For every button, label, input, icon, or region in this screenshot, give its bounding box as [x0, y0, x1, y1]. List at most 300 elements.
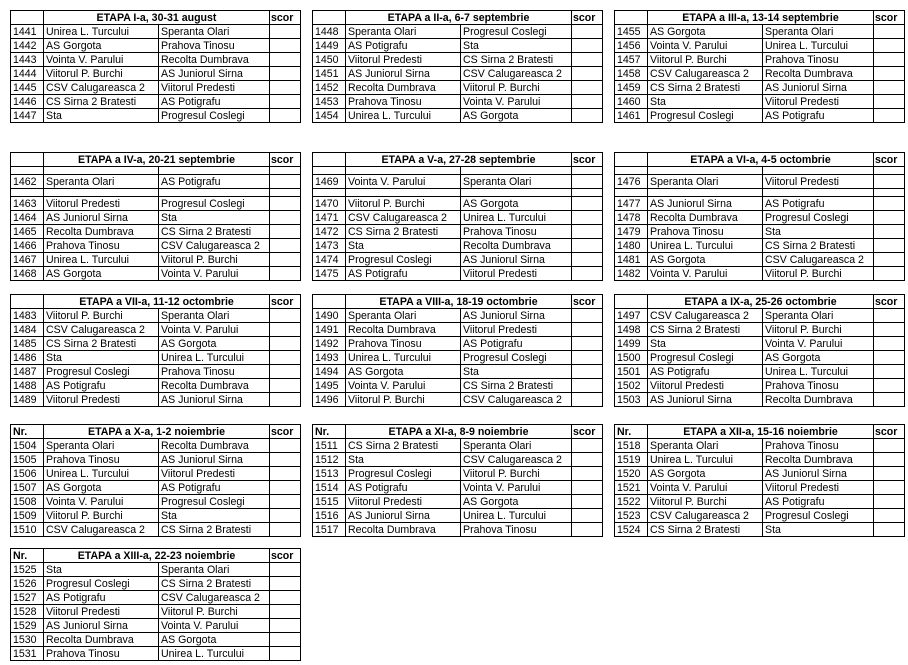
score-cell	[874, 379, 905, 393]
match-number: 1443	[11, 53, 44, 67]
match-row	[615, 523, 905, 537]
home-team: Vointa V. Parului	[648, 39, 763, 53]
spacer-row	[313, 167, 603, 175]
score-header: scor	[270, 295, 301, 309]
nr-header: Nr.	[313, 425, 346, 439]
spacer-row	[615, 167, 905, 175]
match-number: 1483	[11, 309, 44, 323]
match-row	[11, 509, 301, 523]
match-number: 1464	[11, 211, 44, 225]
away-team: Recolta Dumbrava	[763, 393, 874, 407]
match-row	[11, 337, 301, 351]
stage-title: ETAPA a VII-a, 11-12 octombrie	[44, 295, 270, 309]
stage-table	[614, 152, 905, 281]
home-team: CS Sirna 2 Bratesti	[346, 439, 461, 453]
score-cell	[874, 453, 905, 467]
match-number: 1513	[313, 467, 346, 481]
home-team: Viitorul P. Burchi	[648, 495, 763, 509]
match-row	[615, 439, 905, 453]
score-header: scor	[270, 425, 301, 439]
nr-header-blank	[615, 11, 648, 25]
stage-table	[312, 294, 603, 407]
match-number: 1442	[11, 39, 44, 53]
spacer-cell	[44, 189, 159, 197]
match-number: 1493	[313, 351, 346, 365]
match-number: 1460	[615, 95, 648, 109]
spacer-cell	[44, 167, 159, 175]
away-team: AS Juniorul Sirna	[159, 393, 270, 407]
score-cell	[270, 309, 301, 323]
match-row	[313, 81, 603, 95]
home-team: Recolta Dumbrava	[648, 211, 763, 225]
match-row	[11, 591, 301, 605]
home-team: Unirea L. Turcului	[44, 253, 159, 267]
match-number: 1512	[313, 453, 346, 467]
score-header: scor	[270, 549, 301, 563]
home-team: Vointa V. Parului	[44, 53, 159, 67]
match-row	[11, 109, 301, 123]
match-row	[313, 253, 603, 267]
home-team: Progresul Coslegi	[648, 109, 763, 123]
score-cell	[572, 53, 603, 67]
stage-table	[10, 424, 301, 537]
stage-header-row	[313, 295, 603, 309]
home-team: CSV Calugareasca 2	[648, 509, 763, 523]
score-cell	[874, 439, 905, 453]
away-team: Viitorul Predesti	[763, 95, 874, 109]
match-number: 1489	[11, 393, 44, 407]
home-team: CS Sirna 2 Bratesti	[648, 81, 763, 95]
match-row	[313, 175, 603, 189]
match-number: 1445	[11, 81, 44, 95]
spacer-cell	[763, 167, 874, 175]
home-team: Viitorul P. Burchi	[648, 53, 763, 67]
score-cell	[572, 175, 603, 189]
match-number: 1522	[615, 495, 648, 509]
score-cell	[572, 379, 603, 393]
match-row	[11, 309, 301, 323]
away-team: AS Potigrafu	[461, 337, 572, 351]
match-row	[11, 439, 301, 453]
match-number: 1441	[11, 25, 44, 39]
away-team: Prahova Tinosu	[763, 379, 874, 393]
match-row	[313, 53, 603, 67]
match-row	[313, 95, 603, 109]
score-cell	[572, 81, 603, 95]
score-cell	[270, 337, 301, 351]
away-team: Viitorul P. Burchi	[461, 81, 572, 95]
away-team: CS Sirna 2 Bratesti	[763, 239, 874, 253]
score-cell	[572, 509, 603, 523]
home-team: AS Gorgota	[648, 253, 763, 267]
home-team: AS Juniorul Sirna	[44, 211, 159, 225]
home-team: Viitorul P. Burchi	[346, 197, 461, 211]
away-team: CS Sirna 2 Bratesti	[461, 379, 572, 393]
match-number: 1501	[615, 365, 648, 379]
match-number: 1504	[11, 439, 44, 453]
spacer-cell	[874, 167, 905, 175]
stage-table	[614, 10, 905, 123]
score-cell	[572, 39, 603, 53]
match-row	[313, 495, 603, 509]
home-team: Prahova Tinosu	[44, 453, 159, 467]
match-number: 1526	[11, 577, 44, 591]
match-row	[11, 605, 301, 619]
match-row	[313, 337, 603, 351]
match-number: 1461	[615, 109, 648, 123]
match-row	[11, 81, 301, 95]
match-row	[11, 563, 301, 577]
away-team: Vointa V. Parului	[159, 619, 270, 633]
home-team: AS Potigrafu	[346, 39, 461, 53]
spacer-cell	[346, 189, 461, 197]
match-number: 1510	[11, 523, 44, 537]
home-team: Unirea L. Turcului	[346, 351, 461, 365]
home-team: Vointa V. Parului	[346, 175, 461, 189]
score-cell	[270, 563, 301, 577]
score-cell	[874, 495, 905, 509]
spacer-cell	[461, 189, 572, 197]
home-team: Prahova Tinosu	[346, 95, 461, 109]
home-team: CSV Calugareasca 2	[44, 323, 159, 337]
away-team: AS Gorgota	[461, 109, 572, 123]
stage-header-row	[313, 11, 603, 25]
match-row	[615, 253, 905, 267]
stage-header-row	[313, 425, 603, 439]
match-row	[11, 467, 301, 481]
stage-title: ETAPA a II-a, 6-7 septembrie	[346, 11, 572, 25]
score-header: scor	[874, 425, 905, 439]
away-team: AS Gorgota	[461, 495, 572, 509]
match-number: 1495	[313, 379, 346, 393]
score-cell	[270, 619, 301, 633]
home-team: Prahova Tinosu	[346, 337, 461, 351]
home-team: CS Sirna 2 Bratesti	[648, 523, 763, 537]
home-team: Speranta Olari	[346, 309, 461, 323]
home-team: Viitorul P. Burchi	[44, 509, 159, 523]
match-number: 1473	[313, 239, 346, 253]
stage-title: ETAPA a IV-a, 20-21 septembrie	[44, 153, 270, 167]
match-number: 1459	[615, 81, 648, 95]
score-cell	[572, 453, 603, 467]
home-team: Unirea L. Turcului	[44, 25, 159, 39]
match-number: 1496	[313, 393, 346, 407]
home-team: AS Gorgota	[648, 467, 763, 481]
score-cell	[270, 53, 301, 67]
home-team: Unirea L. Turcului	[44, 467, 159, 481]
match-number: 1516	[313, 509, 346, 523]
match-number: 1506	[11, 467, 44, 481]
match-number: 1452	[313, 81, 346, 95]
stage-title: ETAPA a IX-a, 25-26 octombrie	[648, 295, 874, 309]
match-row	[313, 351, 603, 365]
away-team: Viitorul Predesti	[461, 267, 572, 281]
spacer-row	[11, 189, 301, 197]
score-cell	[874, 225, 905, 239]
match-number: 1505	[11, 453, 44, 467]
score-cell	[874, 95, 905, 109]
match-number: 1478	[615, 211, 648, 225]
match-row	[11, 323, 301, 337]
nr-header-blank	[11, 153, 44, 167]
away-team: Speranta Olari	[159, 309, 270, 323]
match-number: 1480	[615, 239, 648, 253]
spacer-cell	[159, 167, 270, 175]
match-row	[11, 481, 301, 495]
score-cell	[572, 109, 603, 123]
away-team: Speranta Olari	[159, 25, 270, 39]
away-team: Unirea L. Turcului	[159, 647, 270, 661]
away-team: AS Juniorul Sirna	[461, 253, 572, 267]
home-team: Viitorul Predesti	[346, 53, 461, 67]
home-team: Sta	[346, 453, 461, 467]
match-row	[615, 239, 905, 253]
score-cell	[572, 25, 603, 39]
spacer-cell	[11, 167, 44, 175]
score-cell	[270, 481, 301, 495]
match-number: 1509	[11, 509, 44, 523]
score-header: scor	[572, 153, 603, 167]
score-cell	[874, 253, 905, 267]
match-row	[313, 379, 603, 393]
home-team: Vointa V. Parului	[346, 379, 461, 393]
spacer-cell	[648, 167, 763, 175]
home-team: Viitorul Predesti	[44, 605, 159, 619]
home-team: AS Potigrafu	[346, 267, 461, 281]
home-team: AS Juniorul Sirna	[346, 509, 461, 523]
match-row	[615, 467, 905, 481]
match-number: 1454	[313, 109, 346, 123]
match-number: 1472	[313, 225, 346, 239]
spacer-cell	[615, 189, 648, 197]
score-cell	[270, 211, 301, 225]
away-team: Unirea L. Turcului	[763, 39, 874, 53]
match-row	[615, 351, 905, 365]
away-team: Recolta Dumbrava	[461, 239, 572, 253]
stage-title: ETAPA a XII-a, 15-16 noiembrie	[648, 425, 874, 439]
stage-table	[10, 152, 301, 281]
nr-header: Nr.	[11, 549, 44, 563]
home-team: CS Sirna 2 Bratesti	[648, 323, 763, 337]
score-cell	[270, 323, 301, 337]
match-row	[615, 175, 905, 189]
score-cell	[270, 633, 301, 647]
home-team: Prahova Tinosu	[44, 239, 159, 253]
match-row	[11, 267, 301, 281]
match-number: 1463	[11, 197, 44, 211]
away-team: Vointa V. Parului	[461, 481, 572, 495]
score-cell	[270, 351, 301, 365]
away-team: Progresul Coslegi	[763, 509, 874, 523]
score-cell	[572, 211, 603, 225]
home-team: CSV Calugareasca 2	[346, 211, 461, 225]
match-row	[11, 95, 301, 109]
away-team: Sta	[461, 365, 572, 379]
away-team: Prahova Tinosu	[763, 439, 874, 453]
match-number: 1488	[11, 379, 44, 393]
match-row	[313, 25, 603, 39]
score-cell	[874, 197, 905, 211]
score-cell	[874, 25, 905, 39]
match-number: 1520	[615, 467, 648, 481]
match-row	[11, 393, 301, 407]
match-number: 1508	[11, 495, 44, 509]
home-team: AS Gorgota	[648, 25, 763, 39]
away-team: Progresul Coslegi	[159, 495, 270, 509]
match-number: 1507	[11, 481, 44, 495]
match-number: 1494	[313, 365, 346, 379]
away-team: AS Potigrafu	[763, 197, 874, 211]
away-team: Vointa V. Parului	[159, 323, 270, 337]
home-team: CS Sirna 2 Bratesti	[44, 95, 159, 109]
home-team: CSV Calugareasca 2	[44, 523, 159, 537]
match-number: 1468	[11, 267, 44, 281]
home-team: Recolta Dumbrava	[44, 633, 159, 647]
match-row	[313, 67, 603, 81]
stage-title: ETAPA a XI-a, 8-9 noiembrie	[346, 425, 572, 439]
home-team: AS Gorgota	[44, 481, 159, 495]
spacer-row	[313, 189, 603, 197]
home-team: Viitorul Predesti	[648, 379, 763, 393]
score-cell	[270, 25, 301, 39]
match-row	[615, 337, 905, 351]
home-team: Vointa V. Parului	[648, 481, 763, 495]
away-team: AS Potigrafu	[763, 495, 874, 509]
home-team: Sta	[648, 95, 763, 109]
stage-title: ETAPA I-a, 30-31 august	[44, 11, 270, 25]
away-team: CS Sirna 2 Bratesti	[159, 225, 270, 239]
match-row	[313, 393, 603, 407]
home-team: Sta	[648, 337, 763, 351]
score-header: scor	[270, 153, 301, 167]
match-number: 1456	[615, 39, 648, 53]
away-team: Viitorul P. Burchi	[763, 323, 874, 337]
match-number: 1514	[313, 481, 346, 495]
home-team: AS Potigrafu	[648, 365, 763, 379]
away-team: AS Gorgota	[159, 337, 270, 351]
away-team: Sta	[763, 523, 874, 537]
away-team: Recolta Dumbrava	[159, 379, 270, 393]
stage-table	[312, 424, 603, 537]
match-row	[615, 53, 905, 67]
match-row	[313, 309, 603, 323]
match-number: 1500	[615, 351, 648, 365]
match-number: 1446	[11, 95, 44, 109]
nr-header-blank	[615, 295, 648, 309]
stage-header-row	[615, 153, 905, 167]
away-team: Sta	[159, 509, 270, 523]
score-cell	[874, 239, 905, 253]
score-cell	[572, 267, 603, 281]
score-cell	[874, 211, 905, 225]
match-number: 1476	[615, 175, 648, 189]
score-cell	[270, 605, 301, 619]
match-row	[313, 523, 603, 537]
home-team: Vointa V. Parului	[44, 495, 159, 509]
spacer-cell	[648, 189, 763, 197]
away-team: CSV Calugareasca 2	[461, 453, 572, 467]
away-team: Recolta Dumbrava	[159, 439, 270, 453]
home-team: Viitorul Predesti	[44, 197, 159, 211]
match-number: 1448	[313, 25, 346, 39]
score-cell	[874, 393, 905, 407]
match-number: 1528	[11, 605, 44, 619]
away-team: CS Sirna 2 Bratesti	[159, 577, 270, 591]
match-number: 1525	[11, 563, 44, 577]
away-team: CSV Calugareasca 2	[159, 239, 270, 253]
score-cell	[270, 39, 301, 53]
away-team: Sta	[159, 211, 270, 225]
away-team: AS Juniorul Sirna	[461, 309, 572, 323]
away-team: CSV Calugareasca 2	[461, 393, 572, 407]
score-cell	[270, 267, 301, 281]
match-number: 1466	[11, 239, 44, 253]
home-team: Sta	[346, 239, 461, 253]
match-number: 1474	[313, 253, 346, 267]
match-row	[615, 225, 905, 239]
away-team: Prahova Tinosu	[159, 39, 270, 53]
match-number: 1498	[615, 323, 648, 337]
score-cell	[270, 467, 301, 481]
away-team: Progresul Coslegi	[159, 197, 270, 211]
score-cell	[874, 509, 905, 523]
nr-header: Nr.	[11, 425, 44, 439]
away-team: CSV Calugareasca 2	[159, 591, 270, 605]
score-cell	[270, 523, 301, 537]
match-number: 1451	[313, 67, 346, 81]
stage-header-row	[313, 153, 603, 167]
away-team: Unirea L. Turcului	[763, 365, 874, 379]
away-team: Sta	[461, 39, 572, 53]
score-cell	[874, 523, 905, 537]
match-row	[11, 365, 301, 379]
score-cell	[874, 309, 905, 323]
score-cell	[270, 81, 301, 95]
score-cell	[874, 81, 905, 95]
stage-header-row	[11, 153, 301, 167]
score-cell	[270, 453, 301, 467]
stage-title: ETAPA a V-a, 27-28 septembrie	[346, 153, 572, 167]
match-row	[11, 39, 301, 53]
nr-header-blank	[11, 295, 44, 309]
stage-table	[10, 548, 301, 661]
stage-header-row	[615, 295, 905, 309]
score-cell	[270, 379, 301, 393]
away-team: Speranta Olari	[763, 309, 874, 323]
match-number: 1482	[615, 267, 648, 281]
score-cell	[270, 225, 301, 239]
score-cell	[270, 647, 301, 661]
home-team: Progresul Coslegi	[346, 467, 461, 481]
spacer-cell	[11, 189, 44, 197]
nr-header: Nr.	[615, 425, 648, 439]
home-team: Sta	[44, 109, 159, 123]
home-team: Viitorul P. Burchi	[44, 309, 159, 323]
match-row	[313, 323, 603, 337]
match-row	[11, 495, 301, 509]
away-team: Sta	[763, 225, 874, 239]
away-team: Viitorul P. Burchi	[461, 467, 572, 481]
match-row	[615, 379, 905, 393]
away-team: Prahova Tinosu	[461, 523, 572, 537]
home-team: Recolta Dumbrava	[44, 225, 159, 239]
score-header: scor	[874, 153, 905, 167]
score-cell	[270, 577, 301, 591]
home-team: Unirea L. Turcului	[346, 109, 461, 123]
away-team: Prahova Tinosu	[461, 225, 572, 239]
match-row	[615, 509, 905, 523]
score-cell	[874, 109, 905, 123]
